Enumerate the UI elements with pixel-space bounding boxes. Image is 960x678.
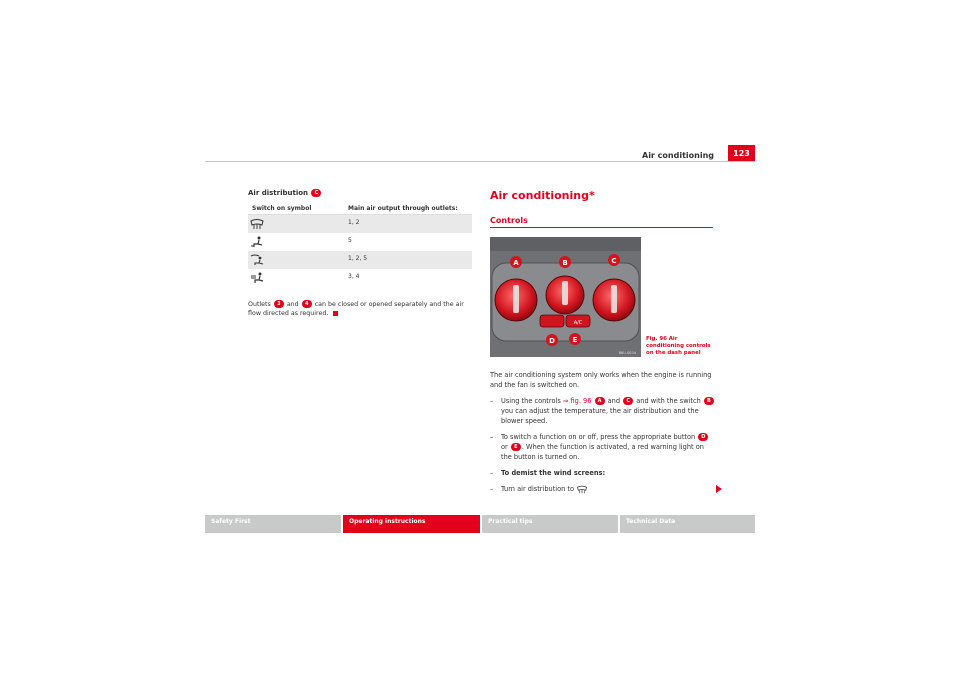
intro-paragraph: The air conditioning system only works when the engine is running and the fan is switched on. — [490, 371, 712, 389]
step1-and: and — [607, 397, 621, 405]
step2-rest: . When the function is activated, a red warning light on the button is turned on. — [501, 443, 704, 461]
step1-mid: and with the switch — [636, 397, 701, 405]
figure-code: B6U-0034 — [618, 351, 636, 355]
section-subtitle: Controls — [490, 216, 528, 225]
dash: – — [490, 397, 494, 405]
windscreen-defrost-icon — [250, 218, 264, 230]
footwell-icon — [250, 236, 264, 248]
step2-prefix: To switch a function on or off, press the appropriate button — [501, 433, 696, 441]
list-item — [490, 396, 715, 426]
continue-arrow-icon[interactable] — [716, 485, 722, 493]
outlets-and: and — [286, 301, 299, 308]
body-text — [490, 370, 715, 500]
step2-or: or — [501, 443, 508, 451]
section-end-marker — [333, 311, 338, 316]
tab-technical-data[interactable]: Technical Data — [620, 515, 755, 533]
air-distribution-table — [248, 201, 472, 287]
subtitle-divider — [490, 227, 713, 228]
list-item — [490, 484, 715, 494]
control-panel-illustration — [490, 237, 641, 357]
dash: – — [490, 485, 494, 493]
col-switch-header: Switch on symbol — [252, 205, 312, 212]
figure-label-e: E — [572, 336, 578, 344]
callout-badge: 4 — [302, 300, 312, 308]
table-cell: 3, 4 — [348, 273, 360, 280]
running-header: Air conditioning — [642, 151, 714, 160]
table-cell: 1, 2 — [348, 219, 360, 226]
table-header — [248, 201, 472, 215]
list-item — [490, 432, 715, 462]
figure-caption: Fig. 96 Air conditioning controls on the dash panel — [646, 336, 711, 356]
col-output-header: Main air output through outlets: — [348, 205, 458, 212]
table-row — [248, 233, 472, 251]
callout-badge: C — [311, 189, 321, 197]
air-distribution-heading — [248, 189, 322, 197]
callout-badge: 3 — [274, 300, 284, 308]
callout-badge: D — [698, 433, 708, 441]
figure-label-b: B — [562, 259, 568, 267]
controls-figure — [490, 237, 641, 357]
table-row — [248, 215, 472, 233]
windscreen-footwell-icon — [250, 254, 264, 266]
dash: – — [490, 433, 494, 441]
table-cell: 1, 2, 5 — [348, 255, 368, 262]
figure-label-c: C — [611, 257, 617, 265]
step4-text: Turn air distribution to — [501, 485, 575, 493]
tab-practical-tips[interactable]: Practical tips — [482, 515, 618, 533]
table-cell: 5 — [348, 237, 352, 244]
figure-reference-link[interactable]: ⇒ fig. 96 — [562, 397, 592, 405]
step1-prefix: Using the controls — [501, 397, 561, 405]
tab-operating-instructions[interactable]: Operating instructions — [343, 515, 480, 533]
outlets-prefix: Outlets — [248, 301, 271, 308]
upper-body-icon — [250, 272, 264, 284]
tab-safety-first[interactable]: Safety First — [205, 515, 341, 533]
figure-label-d: D — [549, 337, 555, 345]
header-divider — [205, 161, 755, 162]
table-row — [248, 269, 472, 287]
section-title: Air conditioning* — [490, 189, 595, 202]
table-row — [248, 251, 472, 269]
demist-heading: To demist the wind screens: — [501, 469, 606, 477]
list-item — [490, 468, 715, 478]
figure-label-a: A — [513, 259, 519, 267]
dash: – — [490, 469, 494, 477]
page-number: 123 — [728, 145, 755, 161]
windscreen-defrost-icon — [576, 485, 588, 494]
step1-rest: you can adjust the temperature, the air distribution and the blower speed. — [501, 407, 699, 425]
callout-badge: C — [623, 397, 633, 405]
outlets-text: can be closed or opened separately and the air flow directed as required. — [248, 301, 464, 317]
callout-badge: B — [704, 397, 714, 405]
ac-button-label: A/C — [573, 320, 583, 326]
callout-badge: E — [511, 443, 521, 451]
outlets-paragraph — [248, 300, 473, 318]
air-distribution-heading-text: Air distribution — [248, 189, 309, 197]
callout-badge: A — [595, 397, 605, 405]
